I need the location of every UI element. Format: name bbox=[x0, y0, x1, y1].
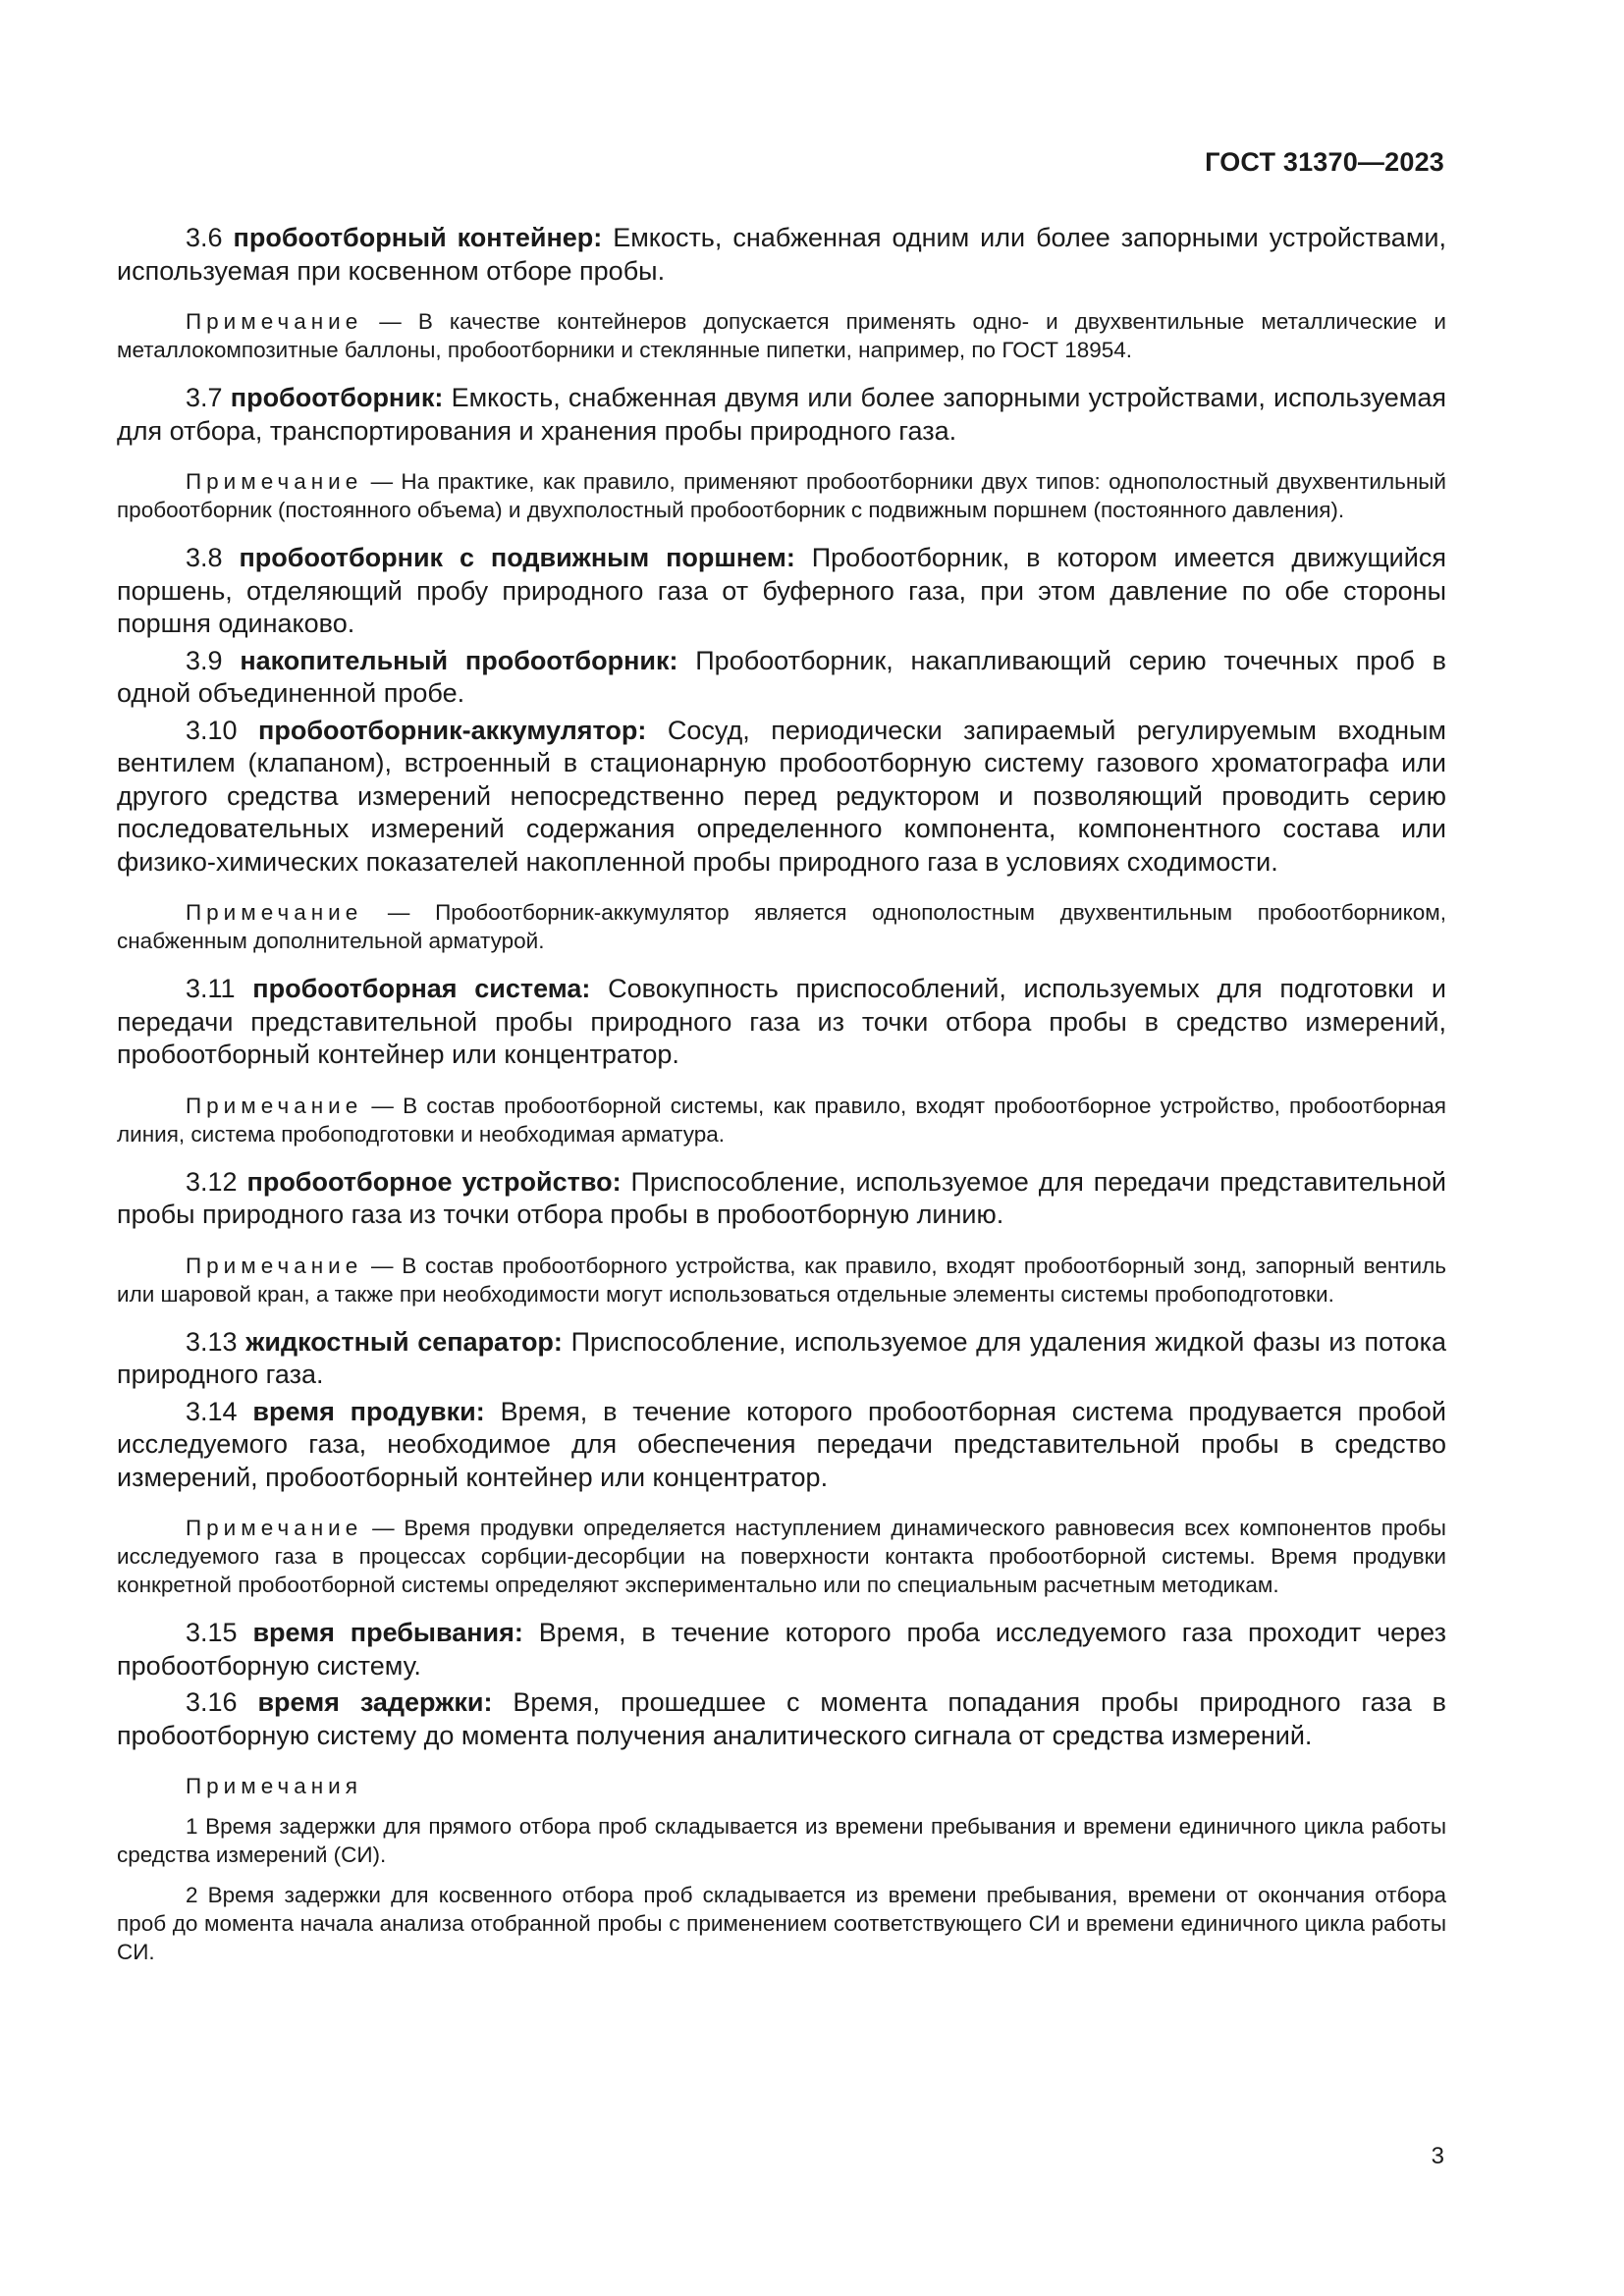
term-name: пробоотборник с подвижным поршнем: bbox=[239, 543, 795, 572]
term-3-8: 3.8 пробоотборник с подвижным поршнем: Пробоотборник, в котором имеется движущийся поршень, отделяющий пробу природного газа от буферного газа, при этом давление по обе стороны поршня одинаково. bbox=[117, 543, 1446, 638]
note-label: Примечание bbox=[186, 469, 363, 494]
term-3-6: 3.6 пробоотборный контейнер: Емкость, снабженная одним или более запорными устройствами, используемая при косвенном отборе пробы. bbox=[117, 223, 1446, 286]
term-3-10: 3.10 пробоотборник-аккумулятор: Сосуд, периодически запираемый регулируемым входным вентилем (клапаном), встроенный в стационарную пробоотборную систему газового хроматографа или другого средства измерений непосредственно перед редуктором и позволяющий проводить серию последовательных измерений содержания определенного компонента, компонентного состава или физико-химических показателей накопленной пробы природного газа в условиях сходимости. bbox=[117, 715, 1446, 877]
note-label: Примечание bbox=[186, 1093, 363, 1118]
term-name: накопительный пробоотборник: bbox=[240, 645, 678, 675]
note-3-10: Примечание — Пробоотборник-аккумулятор является однополостным двухвентильным пробоотборником, снабженным дополнительной арматурой. bbox=[117, 900, 1446, 953]
term-name: пробоотборник: bbox=[230, 383, 444, 412]
document-body bbox=[117, 222, 1446, 1966]
term-3-16: 3.16 время задержки: Время, прошедшее с момента попадания пробы природного газа в пробоотборную систему до момента получения аналитического сигнала от средства измерений. bbox=[117, 1687, 1446, 1750]
term-3-14: 3.14 время продувки: Время, в течение которого пробоотборная система продувается пробой исследуемого газа, необходимое для обеспечения передачи представительной пробы в средство измерений, пробоотборный контейнер или концентратор. bbox=[117, 1396, 1446, 1492]
document-code: ГОСТ 31370—2023 bbox=[1205, 147, 1444, 177]
final-note-2: 2 Время задержки для косвенного отбора проб складывается из времени пребывания, времени от окончания отбора проб до момента начала анализа отобранной пробы с применением соответствующего СИ и времени единичного цикла работы СИ. bbox=[117, 1883, 1446, 1964]
term-3-9: 3.9 накопительный пробоотборник: Пробоотборник, накапливающий серию точечных проб в одной объединенной пробе. bbox=[117, 645, 1446, 708]
term-name: пробоотборник-аккумулятор: bbox=[258, 715, 647, 745]
term-name: пробоотборный контейнер: bbox=[233, 223, 603, 252]
term-name: время пребывания: bbox=[252, 1618, 523, 1647]
note-3-14: Примечание — Время продувки определяется наступлением динамического равновесия всех компонентов пробы исследуемого газа в процессах сорбции-десорбции на поверхности контакта пробоотборной системы. Время продувки конкретной пробоотборной системы определяют экспериментально или по специальным расчетным методикам. bbox=[117, 1516, 1446, 1597]
term-3-13: 3.13 жидкостный сепаратор: Приспособление, используемое для удаления жидкой фазы из потока природного газа. bbox=[117, 1326, 1446, 1389]
term-3-7: 3.7 пробоотборник: Емкость, снабженная двумя или более запорными устройствами, используемая для отбора, транспортирования и хранения пробы природного газа. bbox=[117, 383, 1446, 446]
term-name: пробоотборное устройство: bbox=[246, 1166, 622, 1197]
term-name: время задержки: bbox=[257, 1687, 493, 1717]
note-3-12: Примечание — В состав пробоотборного устройства, как правило, входят пробоотборный зонд, запорный вентиль или шаровой кран, а также при необходимости могут использоваться отдельные элементы системы пробоподготовки. bbox=[117, 1253, 1446, 1307]
note-label: Примечание bbox=[186, 1253, 363, 1278]
term-3-12: 3.12 пробоотборное устройство: Приспособление, используемое для передачи представительной пробы природного газа из точки отбора пробы в пробоотборную линию. bbox=[117, 1166, 1446, 1229]
term-name: пробоотборная система: bbox=[252, 974, 591, 1003]
notes-heading: Примечания bbox=[186, 1774, 362, 1798]
term-3-11: 3.11 пробоотборная система: Совокупность приспособлений, используемых для подготовки и передачи представительной пробы природного газа из точки отбора пробы в средство измерений, пробоотборный контейнер или концентратор. bbox=[117, 974, 1446, 1069]
term-name: жидкостный сепаратор: bbox=[245, 1326, 563, 1357]
note-label: Примечание bbox=[186, 1516, 363, 1540]
final-note-1: 1 Время задержки для прямого отбора проб складывается из времени пребывания и времени единичного цикла работы средства измерений (СИ). bbox=[117, 1814, 1446, 1867]
note-label: Примечание bbox=[186, 900, 363, 925]
note-3-6: Примечание — В качестве контейнеров допускается применять одно- и двухвентильные металлические и металлокомпозитные баллоны, пробоотборники и стеклянные пипетки, например, по ГОСТ 18954. bbox=[117, 309, 1446, 362]
page-number: 3 bbox=[1431, 2143, 1444, 2169]
term-name: время продувки: bbox=[252, 1396, 485, 1426]
note-3-11: Примечание — В состав пробоотборной системы, как правило, входят пробоотборное устройство, пробоотборная линия, система пробоподготовки и необходимая арматура. bbox=[117, 1093, 1446, 1147]
term-3-15: 3.15 время пребывания: Время, в течение которого проба исследуемого газа проходит через пробоотборную систему. bbox=[117, 1618, 1446, 1681]
note-3-7: Примечание — На практике, как правило, применяют пробоотборники двух типов: однополостный двухвентильный пробоотборник (постоянного объема) и двухполостный пробоотборник с подвижным поршнем (постоянного давления). bbox=[117, 469, 1446, 522]
note-label: Примечание bbox=[186, 309, 363, 334]
